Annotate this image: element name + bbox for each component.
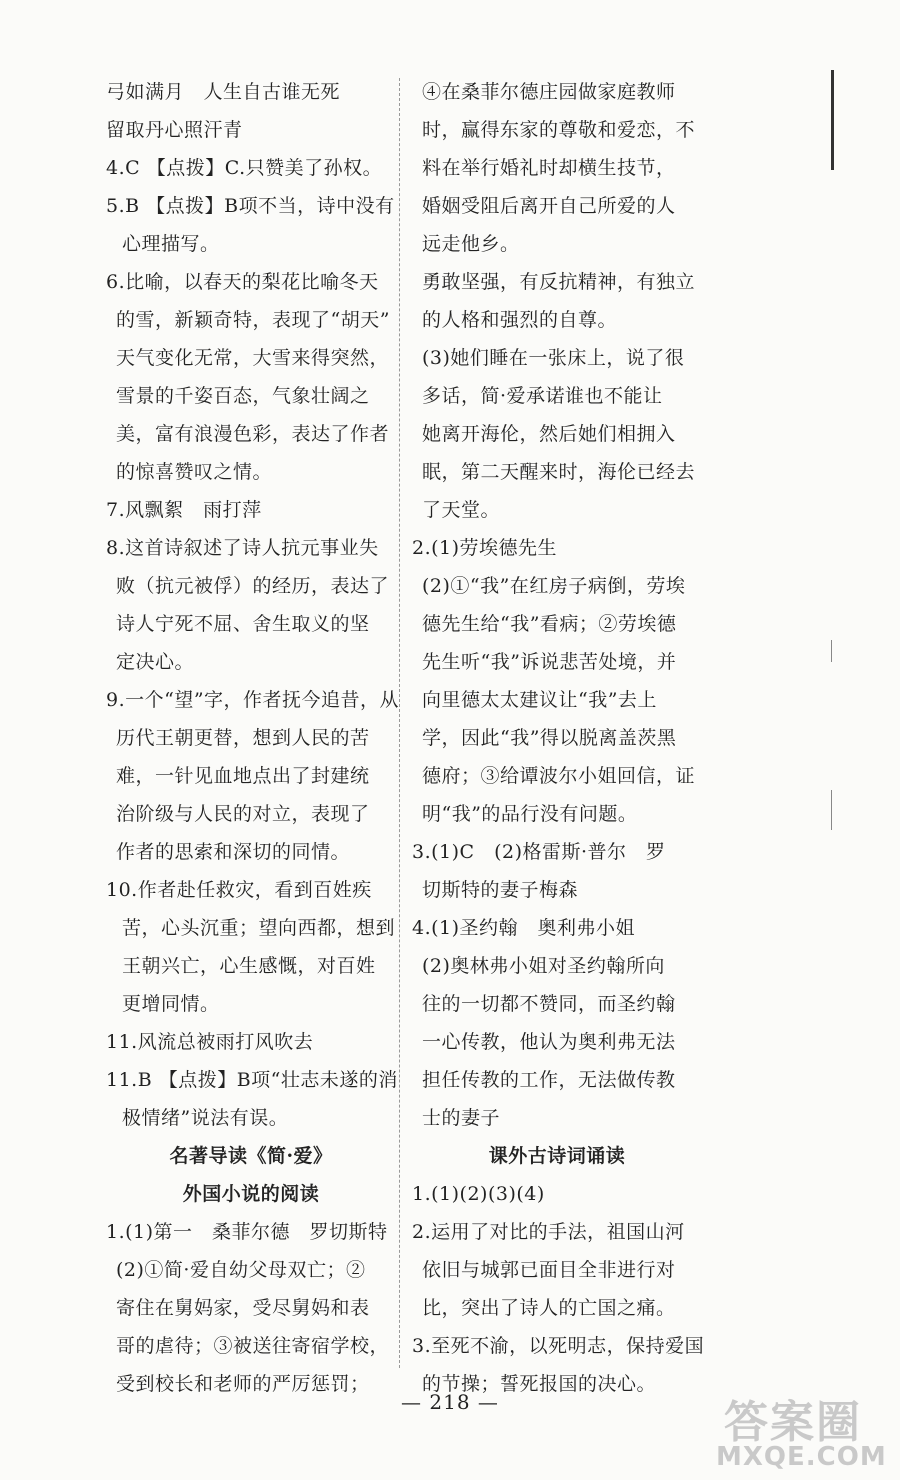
answer-line: 先生听“我”诉说悲苦处境，并 <box>422 651 677 673</box>
answer-line: 2.运用了对比的手法，祖国山河 <box>412 1221 685 1243</box>
answer-line: 美，富有浪漫色彩，表达了作者 <box>116 423 390 445</box>
watermark-logo-text: 答案圈 <box>724 1397 862 1448</box>
answer-line: 极情绪”说法有误。 <box>122 1107 289 1129</box>
answer-line: 9.一个“望”字，作者抚今追昔，从 <box>106 689 400 711</box>
answer-line: 时，赢得东家的尊敬和爱恋，不 <box>422 119 696 141</box>
answer-line: 11.B 【点拨】B项“壮志未遂的消 <box>106 1069 398 1091</box>
page-edge-mark <box>831 640 832 662</box>
answer-line: 留取丹心照汗青 <box>106 119 243 141</box>
answer-line: 更增同情。 <box>122 993 220 1015</box>
answer-line: 4.C 【点拨】C.只赞美了孙权。 <box>106 157 383 179</box>
answer-line: 勇敢坚强，有反抗精神，有独立 <box>422 271 696 293</box>
answer-line: 1.(1)第一 桑菲尔德 罗切斯特 <box>106 1221 388 1243</box>
column-divider <box>399 78 400 1368</box>
answer-line: 4.(1)圣约翰 奥利弗小姐 <box>412 917 636 939</box>
answer-line: 她离开海伦，然后她们相拥入 <box>422 423 676 445</box>
answer-line: 3.(1)C (2)格雷斯·普尔 罗 <box>412 841 666 863</box>
answer-line: 德府；③给谭波尔小姐回信，证 <box>422 765 696 787</box>
answer-line: 王朝兴亡，心生感慨，对百姓 <box>122 955 376 977</box>
watermark-url: MXQE.COM <box>716 1442 887 1472</box>
answer-line: (3)她们睡在一张床上，说了很 <box>422 347 685 369</box>
answer-line: 弓如满月 人生自古谁无死 <box>106 81 341 103</box>
answer-line: 了天堂。 <box>422 499 501 521</box>
answer-line: 哥的虐待；③被送往寄宿学校， <box>116 1335 390 1357</box>
answer-line: 心理描写。 <box>122 233 220 255</box>
answer-line: 治阶级与人民的对立，表现了 <box>116 803 370 825</box>
answer-line: 多话，简·爱承诺谁也不能让 <box>422 385 663 407</box>
answer-line: 5.B 【点拨】B项不当，诗中没有 <box>106 195 395 217</box>
answer-line: (2)①简·爱自幼父母双亡；② <box>116 1259 366 1281</box>
answer-line: 担任传教的工作，无法做传教 <box>422 1069 676 1091</box>
answer-line: 料在举行婚礼时却横生技节， <box>422 157 676 179</box>
answer-line: 学，因此“我”得以脱离盖茨黑 <box>422 727 677 749</box>
answer-line: 远走他乡。 <box>422 233 520 255</box>
answer-line: 1.(1)(2)(3)(4) <box>412 1183 545 1205</box>
answer-line: 受到校长和老师的严厉惩罚； <box>116 1373 370 1395</box>
answer-line: 天气变化无常，大雪来得突然， <box>116 347 390 369</box>
section-heading: 课外古诗词诵读 <box>488 1145 626 1167</box>
answer-line: 士的妻子 <box>422 1107 501 1129</box>
watermark-logo <box>716 1380 900 1480</box>
answer-line: 历代王朝更替，想到人民的苦 <box>116 727 370 749</box>
answer-line: 婚姻受阻后离开自己所爱的人 <box>422 195 676 217</box>
answer-line: (2)奥林弗小姐对圣约翰所向 <box>422 955 665 977</box>
page-number: — 218 — <box>401 1390 499 1414</box>
answer-line: 3.至死不渝，以死明志，保持爱国 <box>412 1335 705 1357</box>
page-edge-mark <box>831 790 832 830</box>
answer-line: 雪景的千姿百态，气象壮阔之 <box>116 385 370 407</box>
answer-line: 作者的思索和深切的同情。 <box>116 841 351 863</box>
answer-line: (2)①“我”在红房子病倒，劳埃 <box>422 575 686 597</box>
answer-line: ④在桑菲尔德庄园做家庭教师 <box>422 81 676 103</box>
answer-line: 难，一针见血地点出了封建统 <box>116 765 370 787</box>
section-heading: 名著导读《简·爱》 <box>169 1145 333 1167</box>
answer-line: 6.比喻，以春天的梨花比喻冬天 <box>106 271 379 293</box>
answer-line: 的节操；誓死报国的决心。 <box>422 1373 657 1395</box>
answer-line: 眠，第二天醒来时，海伦已经去 <box>422 461 696 483</box>
answer-line: 8.这首诗叙述了诗人抗元事业失 <box>106 537 379 559</box>
answer-line: 的惊喜赞叹之情。 <box>116 461 273 483</box>
answer-line: 切斯特的妻子梅森 <box>422 879 579 901</box>
answer-line: 2.(1)劳埃德先生 <box>412 537 558 559</box>
answer-line: 定决心。 <box>116 651 195 673</box>
answer-line: 德先生给“我”看病；②劳埃德 <box>422 613 677 635</box>
answer-line: 依旧与城郭已面目全非进行对 <box>422 1259 676 1281</box>
answer-line: 7.风飘絮 雨打萍 <box>106 499 262 521</box>
answer-line: 明“我”的品行没有问题。 <box>422 803 638 825</box>
answer-line: 10.作者赴任救灾，看到百姓疾 <box>106 879 372 901</box>
answer-line: 的人格和强烈的自尊。 <box>422 309 618 331</box>
answer-line: 11.风流总被雨打风吹去 <box>106 1031 314 1053</box>
answer-line: 向里德太太建议让“我”去上 <box>422 689 657 711</box>
answer-line: 的雪，新颖奇特，表现了“胡天” <box>116 309 390 331</box>
answer-line: 苦，心头沉重；望向西都，想到 <box>122 917 396 939</box>
answer-line: 一心传教，他认为奥利弗无法 <box>422 1031 676 1053</box>
answer-line: 败（抗元被俘）的经历，表达了 <box>116 575 390 597</box>
page-edge-mark <box>831 70 834 170</box>
section-heading: 外国小说的阅读 <box>182 1183 320 1205</box>
answer-line: 往的一切都不赞同，而圣约翰 <box>422 993 676 1015</box>
answer-line: 比，突出了诗人的亡国之痛。 <box>422 1297 676 1319</box>
answer-line: 诗人宁死不屈、舍生取义的坚 <box>116 613 370 635</box>
answer-line: 寄住在舅妈家，受尽舅妈和表 <box>116 1297 370 1319</box>
